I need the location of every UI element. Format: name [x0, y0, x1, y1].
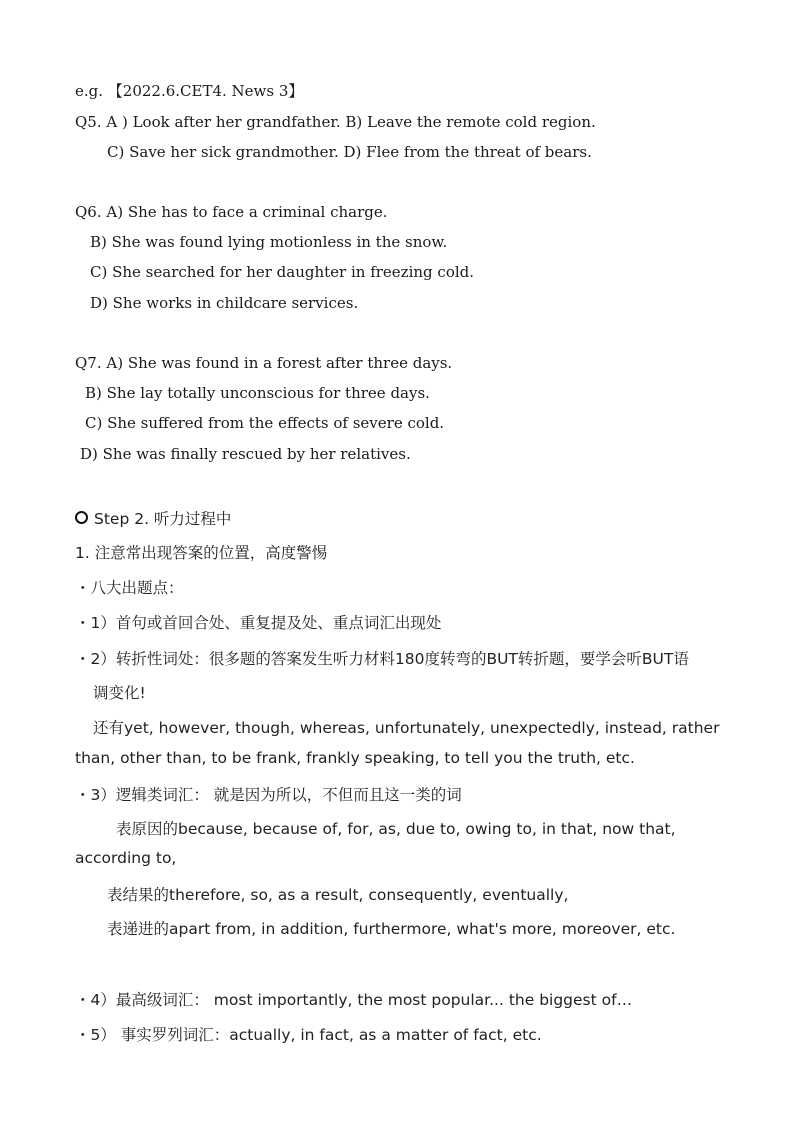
point-logic-words: ・3）逻辑类词汇： 就是因为所以，不但而且这一类的词	[75, 786, 462, 804]
q6-option-a: Q6. A) She has to face a criminal charge.	[75, 203, 388, 221]
point-fact-words: ・5） 事实罗列词汇：actually, in fact, as a matter of fact, etc.	[75, 1026, 542, 1044]
eight-points-heading: ・八大出题点：	[75, 579, 184, 597]
q6-option-c: C) She searched for her daughter in freezing cold.	[90, 263, 475, 281]
circle-bullet-icon	[75, 511, 88, 524]
q5-line-1: Q5. A ) Look after her grandfather. B) Leave the remote cold region.	[75, 113, 596, 131]
cause-words-line-1: 表原因的because, because of, for, as, due to, owing to, in that, now that,	[116, 820, 676, 838]
q6-option-b: B) She was found lying motionless in the snow.	[90, 233, 448, 251]
q6-option-d: D) She works in childcare services.	[90, 294, 359, 312]
transition-words-line-1: 还有yet, however, though, whereas, unfortunately, unexpectedly, instead, rather	[93, 719, 720, 737]
point-transition-line-1: ・2）转折性词处：很多题的答案发生听力材料180度转弯的BUT转折题，要学会听BUT语	[75, 650, 689, 668]
point-transition-line-2: 调变化!	[93, 684, 146, 702]
q5-line-2: C) Save her sick grandmother. D) Flee from the threat of bears.	[107, 143, 592, 161]
q7-option-d: D) She was finally rescued by her relatives.	[80, 445, 411, 463]
step2-heading: Step 2. 听力过程中	[94, 510, 232, 528]
example-heading: e.g. 【2022.6.CET4. News 3】	[75, 82, 304, 100]
q7-option-a: Q7. A) She was found in a forest after three days.	[75, 354, 453, 372]
q7-option-b: B) She lay totally unconscious for three days.	[85, 384, 430, 402]
q7-option-c: C) She suffered from the effects of severe cold.	[85, 414, 445, 432]
transition-words-line-2: than, other than, to be frank, frankly speaking, to tell you the truth, etc.	[75, 749, 635, 767]
point-superlatives: ・4）最高级词汇： most importantly, the most popular... the biggest of…	[75, 991, 633, 1009]
point-1: 1. 注意常出现答案的位置，高度警惕	[75, 544, 328, 562]
step2-heading-row	[75, 507, 231, 529]
point-first-sentence: ・1）首句或首回合处、重复提及处、重点词汇出现处	[75, 614, 442, 632]
progression-words: 表递进的apart from, in addition, furthermore, what's more, moreover, etc.	[107, 920, 676, 938]
result-words: 表结果的therefore, so, as a result, consequently, eventually,	[107, 886, 569, 904]
cause-words-line-2: according to,	[75, 849, 177, 867]
